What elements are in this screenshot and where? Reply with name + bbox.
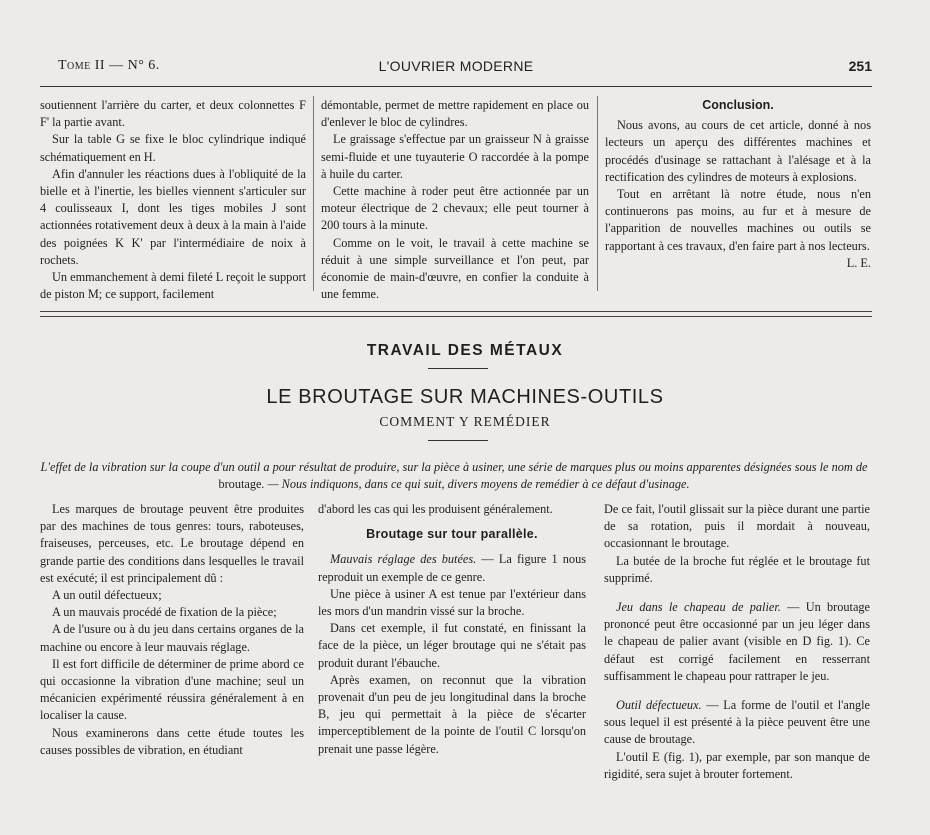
lead-text: L'effet de la vibration sur la coupe d'un outil a pour résultat de produire, sur la pièce à usiner, une série de marques plus ou moins apparentes désignées sous le nom de <box>40 460 868 474</box>
title-rule <box>428 368 488 369</box>
header-rule <box>40 86 872 87</box>
top-column-2 <box>321 97 589 303</box>
list-item: A un mauvais procédé de fixation de la pièce; <box>52 605 277 620</box>
paragraph: Dans cet exemple, il fut constaté, en finissant la face de la pièce, un léger broutage qui ne s'était pas produit durant l'ébauche. <box>318 621 586 670</box>
run-in-heading: Jeu dans le chapeau de palier. <box>616 600 781 615</box>
list-item: A de l'usure ou à du jeu dans certains organes de la machine ou encore à leur mauvais réglage. <box>40 622 304 654</box>
paragraph <box>318 551 586 585</box>
paragraph: Comme on le voit, le travail à cette machine se réduit à une simple surveillance et l'on peut, par économie de main-d'œuvre, en confier la conduite à une femme. <box>321 235 589 302</box>
paragraph: Afin d'annuler les réactions dues à l'obliquité de la bielle et à l'inertie, les bielles viennent s'articuler sur 4 coulisseaux I, dont les tiges mobiles J sont actionnées rotativement deux à deux à la main à l'aide des poignées K K' par l'intermédiaire de noix à rochets. <box>40 166 306 267</box>
run-in-heading: Mauvais réglage des butées. <box>330 552 477 567</box>
paragraph-text: — La forme de l'outil et l'angle sous lequel il est présenté à la pièce peuvent être une cause de broutage. <box>604 698 870 747</box>
section-separator <box>40 311 872 317</box>
paragraph: Il est fort difficile de déterminer de prime abord ce qui occasionne la vibration d'une machine; seul un mécanicien expérimenté réussira généralement à en localiser la cause. <box>40 656 304 723</box>
paragraph: Les marques de broutage peuvent être produites par des machines de tous genres: tours, raboteuses, fraiseuses, perceuses, etc. Le broutage dépend en grande partie des conditions dans lesquelles le travail est exécuté; il est principalement dû : <box>40 502 304 585</box>
column-divider <box>313 96 314 291</box>
paragraph: Cette machine à roder peut être actionnée par un moteur électrique de 2 chevaux; elle peut tourner à 200 tours à la minute. <box>321 184 589 233</box>
paragraph: Sur la table G se fixe le bloc cylindrique indiqué schématiquement en H. <box>40 132 306 164</box>
paragraph: De ce fait, l'outil glissait sur la pièce durant une partie de sa rotation, puis il mordait à nouveau, occasionnant le broutage. <box>604 502 870 551</box>
article-column-3 <box>604 501 870 783</box>
paragraph-text: — Un broutage prononcé peut être occasionné par un jeu léger dans le chapeau de palier avant (visible en D fig. 1). Ce défaut est corrigé facilement en resserrant suffisamment le chapeau pour rattraper le jeu. <box>604 600 871 683</box>
paragraph: soutiennent l'arrière du carter, et deux colonnettes F F' la partie avant. <box>40 98 306 130</box>
paragraph: Nous avons, au cours de cet article, donné à nos lecteurs un aperçu des différentes machines et procédés d'usinage se rattachant à l'alésage et à la rectification des cylindres de moteurs à explosions. <box>605 118 871 184</box>
run-in-heading: Outil défectueux. <box>616 698 702 713</box>
page-number: 251 <box>848 58 872 74</box>
paragraph: Une pièce à usiner A est tenue par l'extérieur dans les mors d'un mandrin vissé sur la broche. <box>318 586 586 619</box>
paragraph: La butée de la broche fut réglée et le broutage fut supprimé. <box>604 553 870 585</box>
paragraph-text: — La figure 1 nous reproduit un exemple de ce genre. <box>318 552 586 584</box>
list-item: A un outil défectueux; <box>52 588 162 603</box>
paragraph: Nous examinerons dans cette étude toutes les causes possibles de vibration, en étudiant <box>40 725 304 757</box>
volume-issue: Tome II — N° 6. <box>58 58 160 73</box>
article-subtitle: COMMENT Y REMÉDIER <box>379 414 551 429</box>
article-column-2 <box>318 501 586 758</box>
lead-term: broutage <box>218 476 262 491</box>
paragraph <box>604 697 870 749</box>
paragraph: d'abord les cas qui les produisent généralement. <box>318 502 553 516</box>
article-title: LE BROUTAGE SUR MACHINES-OUTILS <box>266 386 664 408</box>
paragraph <box>604 599 870 685</box>
journal-title: L'OUVRIER MODERNE <box>378 58 534 74</box>
lead-text: . — Nous indiquons, dans ce qui suit, divers moyens de remédier à ce défaut d'usinage. <box>261 476 690 491</box>
paragraph <box>605 186 871 270</box>
paragraph: Le graissage s'effectue par un graisseur N à graisse semi-fluide et une tuyauterie O raccordée à la pompe à huile du carter. <box>321 132 589 181</box>
top-column-1 <box>40 97 306 303</box>
running-head <box>40 58 872 80</box>
paragraph: Après examen, on reconnut que la vibration provenait d'un peu de jeu longitudinal dans la broche B, jeu qui permettait à la pièce de s'écarter imperceptiblement de la pointe de l'outil C lorsqu'on prenait une passe légère. <box>318 672 586 756</box>
conclusion-heading: Conclusion. <box>702 98 774 112</box>
paragraph: L'outil E (fig. 1), par exemple, par son manque de rigidité, sera sujet à brouter fortement. <box>604 749 870 781</box>
section-title: TRAVAIL DES MÉTAUX <box>366 342 564 359</box>
top-column-3 <box>605 97 871 272</box>
subsection-heading: Broutage sur tour parallèle. <box>366 527 538 542</box>
author-signature: L. E. <box>846 255 871 270</box>
article-column-1 <box>40 501 304 759</box>
paragraph-text: Tout en arrêtant là notre étude, nous n'en continuerons pas moins, au fur et à mesure de l'apparition de nouvelles machines ou outils se rapportant à ces travaux, d'en faire part à nos lecteurs. <box>605 187 871 253</box>
paragraph: Un emmanchement à demi fileté L reçoit le support de piston M; ce support, facilement <box>40 270 306 302</box>
title-rule <box>428 440 488 441</box>
column-divider <box>597 96 598 291</box>
article-lead <box>38 459 870 492</box>
paragraph: démontable, permet de mettre rapidement en place ou d'enlever le bloc de cylindres. <box>321 98 589 130</box>
